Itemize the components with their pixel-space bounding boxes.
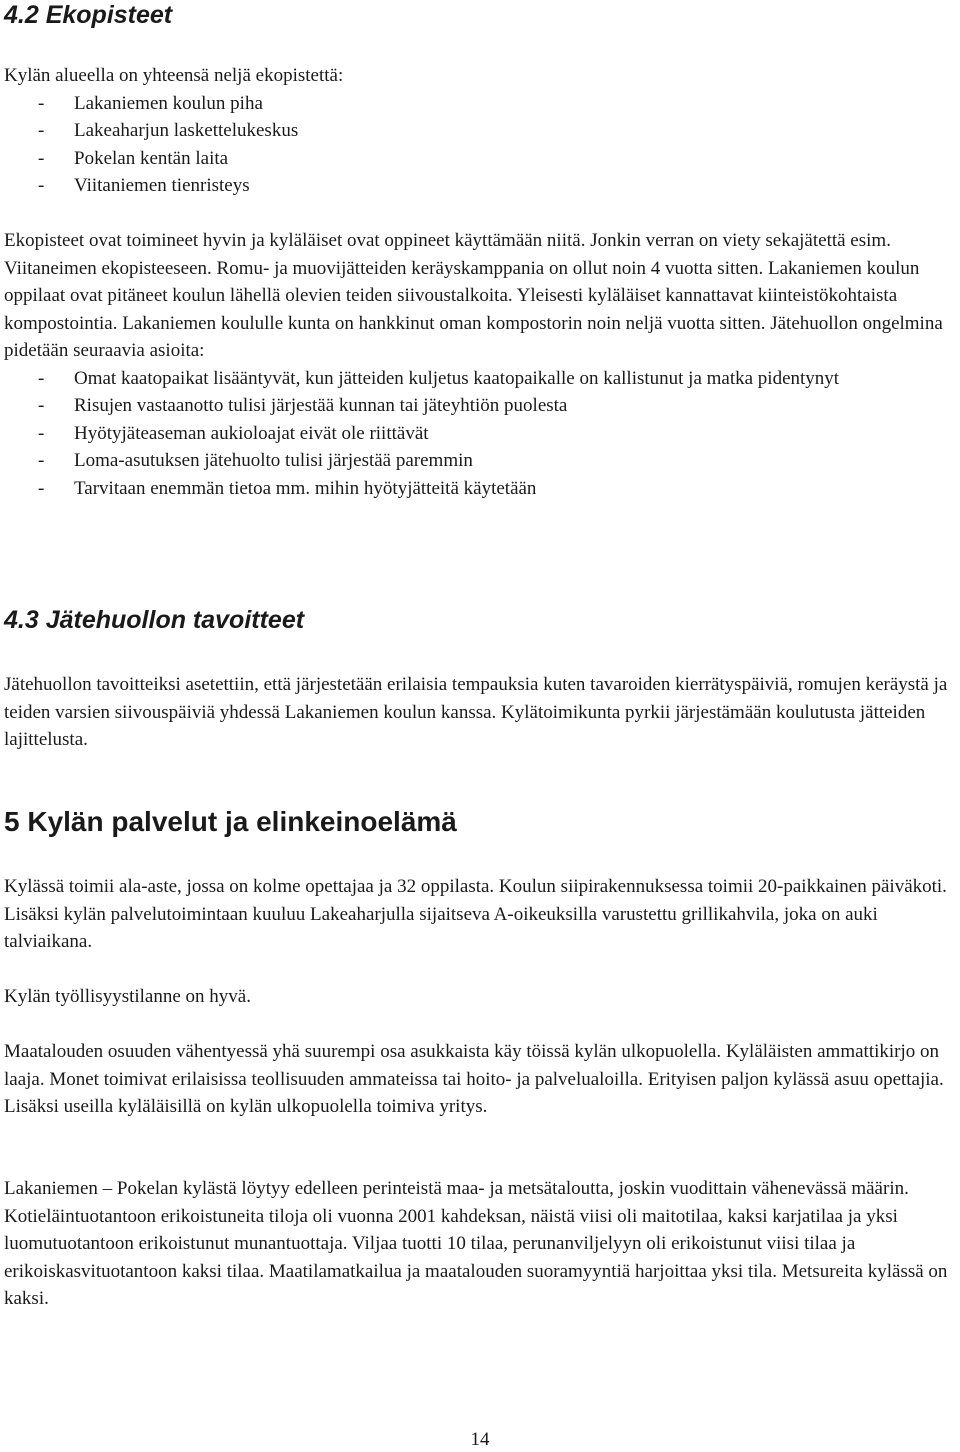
- paragraph: Lakaniemen – Pokelan kylästä löytyy edelleen perinteistä maa- ja metsätaloutta, joskin vuodittain vähenevässä määrin. Kotieläintuotantoon erikoistuneita tiloja oli vuonna 2001 kahdeksan, näistä viisi oli maitotilaa, kaksi karjatilaa ja yksi luomutuotantoon erikoistunut munantuottaja. Viljaa tuotti 10 tilaa, perunanviljelyyn oli erikoistunut viisi tilaa ja erikoiskasvituotantoon kaksi tilaa. Maatilamatkailua ja maatalouden suoramyyntiä harjoittaa yksi tila. Metsureita kylässä on kaksi.: [4, 1178, 948, 1309]
- paragraph: Jätehuollon tavoitteiksi asetettiin, että järjestetään erilaisia tempauksia kuten tavaroiden kierrätyspäiviä, romujen keräystä ja teiden varsien siivouspäiviä yhdessä Lakaniemen koulun kanssa. Kylätoimikunta pyrkii järjestämään koulutusta jätteiden lajittelusta.: [4, 674, 948, 750]
- list-item: - Viitaniemen tienristeys: [38, 175, 250, 196]
- list-item: - Loma-asutuksen jätehuolto tulisi järjestää paremmin: [38, 450, 473, 471]
- paragraph: Kylässä toimii ala-aste, jossa on kolme opettajaa ja 32 oppilasta. Koulun siipirakennuksessa toimii 20-paikkainen päiväkoti. Lisäksi kylän palvelutoimintaan kuuluu Lakeaharjulla sijaitseva A-oikeuksilla varustettu grillikahvila, joka on auki talviaikana.: [4, 876, 947, 952]
- document-page: [4, 0, 956, 1451]
- section-5-paragraph-3: [4, 1038, 956, 1121]
- problem-list: [4, 365, 956, 503]
- list-item: - Lakaniemen koulun piha: [38, 92, 263, 114]
- list-item: - Pokelan kentän laita: [38, 147, 229, 169]
- intro-text: Kylän alueella on yhteensä neljä ekopistettä:: [4, 65, 344, 86]
- section-5-paragraph-2: [4, 983, 956, 1011]
- section-heading: 4.3 Jätehuollon tavoitteet: [4, 606, 305, 634]
- section-4-2: [4, 0, 956, 30]
- ekopiste-list: [4, 90, 956, 200]
- list-item: - Risujen vastaanotto tulisi järjestää kunnan tai jäteyhtiön puolesta: [38, 395, 568, 416]
- section-heading: 4.2 Ekopisteet: [4, 1, 173, 29]
- section-4-3: [4, 605, 956, 635]
- paragraph: Maatalouden osuuden vähentyessä yhä suurempi osa asukkaista käy töissä kylän ulkopuolella. Kyläläisten ammattikirjo on laaja. Monet toimivat erilaisissa teollisuuden ammateissa tai hoito- ja palvelualoilla. Erityisen paljon kylässä asuu opettajia. Lisäksi useilla kyläläisillä on kylän ulkopuolella toimiva yritys.: [4, 1041, 944, 1117]
- section-5-paragraph-1: [4, 873, 956, 956]
- paragraph: Ekopisteet ovat toimineet hyvin ja kyläläiset ovat oppineet käyttämään niitä. Jonkin verran on viety sekajätettä esim. Viitaneimen ekopisteeseen. Romu- ja muovijätteiden keräyskamppania on ollut noin 4 vuotta sitten. Lakaniemen koulun oppilaat ovat pitäneet koulun lähellä olevien teiden siivoustalkoita. Yleisesti kyläläiset kannattavat kiinteistökohtaista kompostointia. Lakaniemen koululle kunta on hankkinut oman kompostorin noin neljä vuotta sitten. Jätehuollon ongelmina pidetään seuraavia asioita:: [4, 230, 943, 361]
- page-number: 14: [470, 1429, 490, 1450]
- list-item: - Omat kaatopaikat lisääntyvät, kun jätteiden kuljetus kaatopaikalle on kallistunut ja matka pidentynyt: [38, 367, 840, 389]
- chapter-heading: 5 Kylän palvelut ja elinkeinoelämä: [4, 806, 457, 837]
- section-5-paragraph-4: [4, 1175, 956, 1313]
- section-4-2-paragraph: [4, 227, 956, 502]
- section-4-2-body: [4, 62, 956, 200]
- list-item: - Tarvitaan enemmän tietoa mm. mihin hyötyjätteitä käytetään: [38, 477, 537, 499]
- paragraph: Kylän työllisyystilanne on hyvä.: [4, 986, 251, 1007]
- list-item: - Lakeaharjun laskettelukeskus: [38, 120, 299, 141]
- section-4-3-body: [4, 671, 956, 754]
- section-5: [4, 805, 956, 839]
- list-item: - Hyötyjäteaseman aukioloajat eivät ole riittävät: [38, 422, 429, 444]
